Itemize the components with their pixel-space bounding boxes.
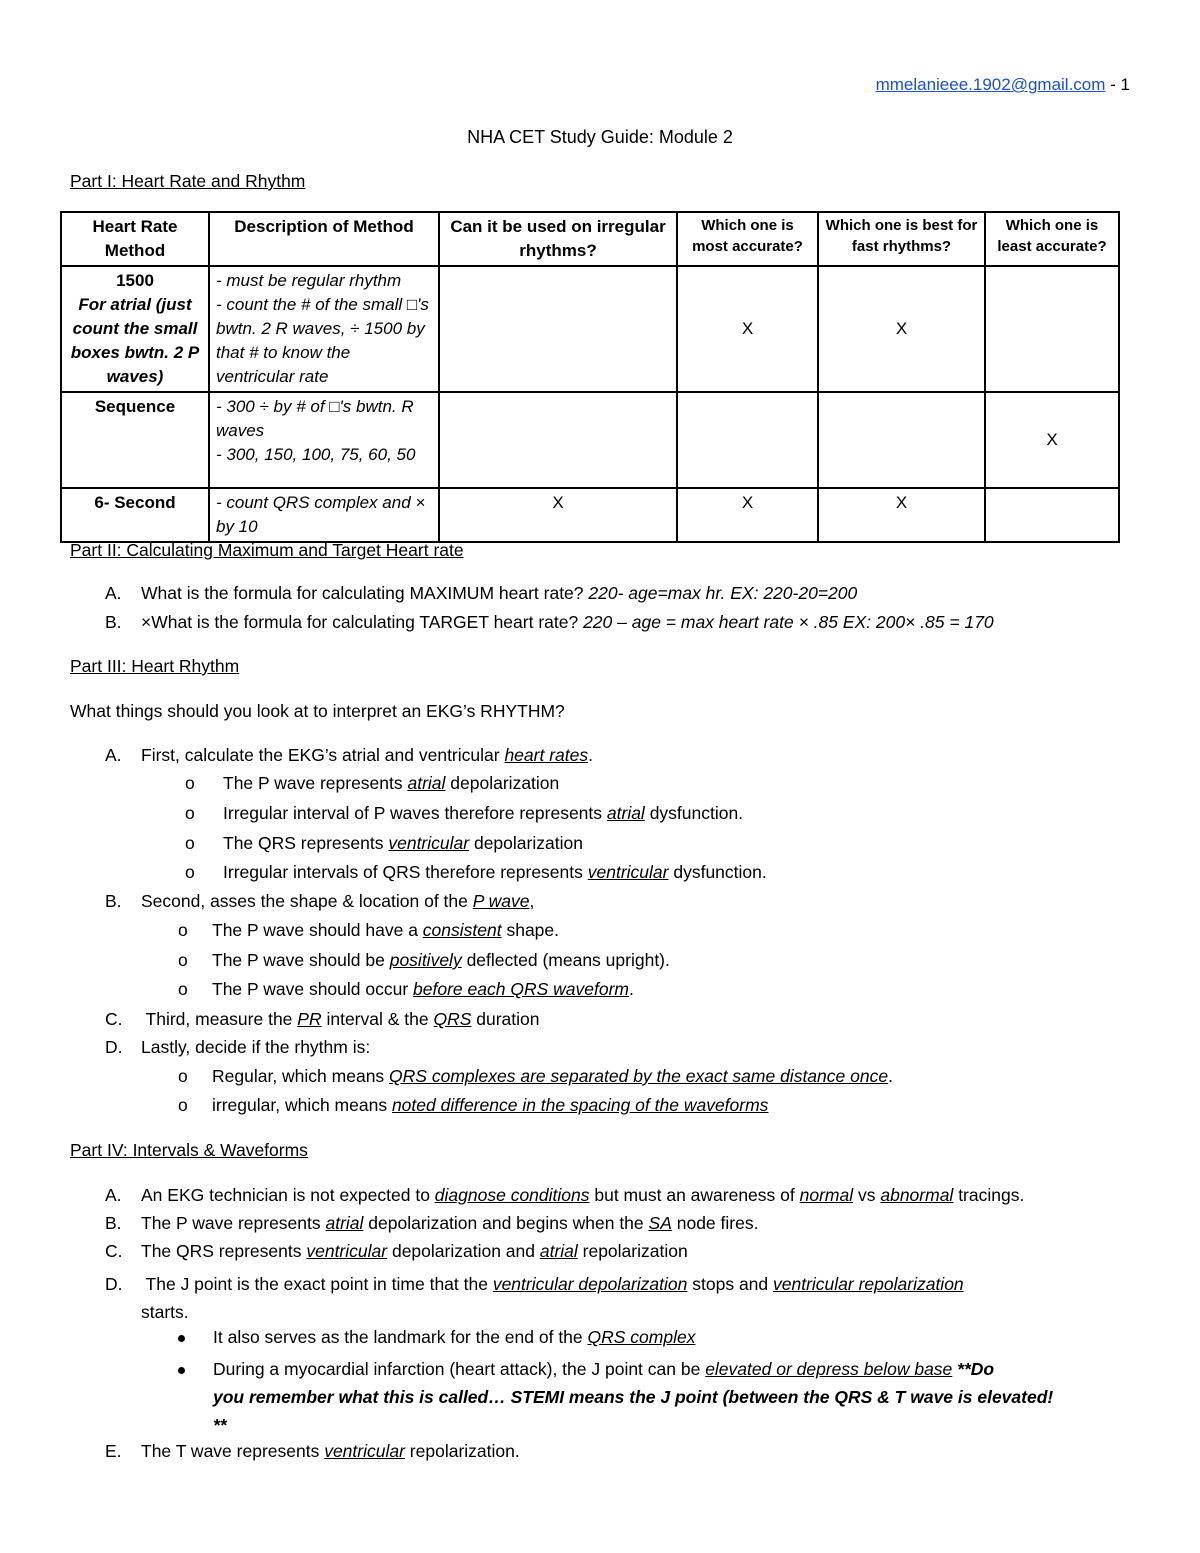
- item-text: irregular, which means: [212, 1095, 392, 1115]
- item-text: .: [628, 979, 634, 999]
- answer-blank: ventricular: [306, 1241, 388, 1261]
- answer-blank: atrial: [407, 773, 446, 793]
- answer-blank: QRS complex: [587, 1327, 696, 1347]
- method-name: 6- Second: [94, 493, 176, 512]
- sub-item: [178, 920, 559, 941]
- item-text: The QRS represents: [223, 833, 389, 853]
- item-text: deflected (means upright).: [461, 950, 670, 970]
- bullet-o-icon: o: [185, 862, 195, 882]
- list-item: [105, 745, 593, 766]
- method-cell: [61, 392, 209, 488]
- list-label: D.: [105, 1274, 123, 1294]
- sub-item: [178, 1066, 893, 1087]
- sub-item: [185, 833, 583, 854]
- part2-heading: Part II: Calculating Maximum and Target Heart rate: [70, 540, 464, 560]
- item-text: It also serves as the landmark for the end of the: [213, 1327, 588, 1347]
- list-item: [105, 1270, 1105, 1326]
- item-text: Irregular interval of P waves therefore represents: [223, 803, 607, 823]
- page-number: - 1: [1105, 75, 1130, 94]
- answer-blank: P wave: [472, 891, 530, 911]
- answer-blank: SA: [648, 1213, 672, 1233]
- least-accurate-cell: [985, 488, 1119, 542]
- sub-item: [185, 803, 743, 824]
- item-text: The P wave should be: [212, 950, 390, 970]
- method-name: Sequence: [94, 397, 176, 416]
- least-accurate-cell: [985, 266, 1119, 392]
- answer-blank: abnormal: [880, 1185, 954, 1205]
- answer-blank: QRS: [433, 1009, 472, 1029]
- list-label: D.: [105, 1037, 123, 1057]
- list-item: [105, 1441, 520, 1462]
- item-text: First, calculate the EKG’s atrial and ventricular: [141, 745, 505, 765]
- question-text: What is the formula for calculating MAXIMUM heart rate?: [141, 583, 589, 603]
- answer-blank: elevated or depress below base: [705, 1359, 953, 1379]
- list-label: A.: [105, 745, 122, 765]
- method-cell: [61, 266, 209, 392]
- col-header: Which one is most accurate?: [677, 212, 818, 266]
- answer-blank: ventricular: [388, 833, 470, 853]
- list-item: [105, 1241, 688, 1262]
- most-accurate-cell: [677, 392, 818, 488]
- bullet-item: [178, 1327, 695, 1348]
- item-text: .: [888, 1066, 893, 1086]
- method-name: 1500: [116, 271, 154, 290]
- item-text: The P wave should occur: [212, 979, 414, 999]
- method-note: For atrial (just count the small boxes bwtn. 2 P waves): [70, 295, 200, 386]
- item-text: dysfunction.: [644, 803, 744, 823]
- fast-rhythm-cell: [818, 392, 985, 488]
- fast-rhythm-cell: X: [818, 488, 985, 542]
- item-text: stops and: [687, 1274, 774, 1294]
- item-text: ,: [529, 891, 535, 911]
- item-text: starts.: [141, 1302, 189, 1322]
- list-item: [105, 1009, 540, 1030]
- part1-heading: Part I: Heart Rate and Rhythm: [70, 171, 306, 191]
- sub-item: [178, 950, 670, 971]
- bullet-o-icon: o: [178, 1095, 188, 1115]
- col-header: Description of Method: [209, 212, 439, 266]
- most-accurate-cell: X: [677, 488, 818, 542]
- sub-item: [178, 1095, 768, 1116]
- table-row: [61, 392, 1119, 488]
- answer-blank: ventricular depolarization: [492, 1274, 688, 1294]
- description-line: - count the # of the small □'s bwtn. 2 R waves, ÷ 1500 by that # to know the ventricular rate: [216, 295, 429, 386]
- document-title: NHA CET Study Guide: Module 2: [467, 127, 733, 147]
- item-text: repolarization.: [404, 1441, 520, 1461]
- item-text: The P wave represents: [223, 773, 408, 793]
- most-accurate-cell: X: [677, 266, 818, 392]
- answer-blank: consistent: [422, 920, 502, 940]
- answer-blank: normal: [799, 1185, 854, 1205]
- note-text: you remember what this is called… STEMI means the J point (between the QRS & T wave is elevated!: [213, 1387, 1054, 1407]
- list-label: A.: [105, 583, 122, 603]
- part4-heading: Part IV: Intervals & Waveforms: [70, 1140, 308, 1160]
- col-header: Can it be used on irregular rhythms?: [439, 212, 677, 266]
- bullet-o-icon: o: [185, 773, 195, 793]
- fast-rhythm-cell: X: [818, 266, 985, 392]
- answer-blank: noted difference in the spacing of the waveforms: [391, 1095, 769, 1115]
- answer-blank: QRS complexes are separated by the exact same distance once: [389, 1066, 889, 1086]
- sub-item: [185, 862, 767, 883]
- list-item: [105, 583, 857, 604]
- description-line: - 300 ÷ by # of □'s bwtn. R waves: [216, 397, 414, 440]
- description-line: - count QRS complex and × by 10: [216, 493, 426, 536]
- description-cell: [209, 392, 439, 488]
- note-text: **: [213, 1415, 227, 1435]
- item-text: Irregular intervals of QRS therefore represents: [223, 862, 588, 882]
- list-label: B.: [105, 1213, 122, 1233]
- col-header: Heart Rate Method: [61, 212, 209, 266]
- item-text: depolarization: [469, 833, 583, 853]
- item-text: The J point is the exact point in time that the: [141, 1274, 493, 1294]
- answer-blank: heart rates: [504, 745, 589, 765]
- item-text: node fires.: [671, 1213, 759, 1233]
- item-text: shape.: [501, 920, 559, 940]
- description-cell: [209, 266, 439, 392]
- answer-blank: PR: [297, 1009, 322, 1029]
- page-header: [876, 75, 1130, 95]
- item-text: During a myocardial infarction (heart attack), the J point can be: [213, 1359, 706, 1379]
- question-text: ×What is the formula for calculating TARGET heart rate?: [141, 612, 584, 632]
- item-text: vs: [853, 1185, 881, 1205]
- answer-text: 220 – age = max heart rate × .85 EX: 200× .85 = 170: [583, 612, 994, 632]
- item-text: An EKG technician is not expected to: [141, 1185, 435, 1205]
- note-text: **Do: [952, 1359, 995, 1379]
- list-label: E.: [105, 1441, 122, 1461]
- bullet-o-icon: o: [178, 950, 188, 970]
- item-text: The QRS represents: [141, 1241, 307, 1261]
- email-link[interactable]: mmelanieee.1902@gmail.com: [875, 75, 1106, 94]
- list-label: A.: [105, 1185, 122, 1205]
- description-cell: [209, 488, 439, 542]
- bullet-item: [178, 1355, 1108, 1439]
- answer-blank: ventricular: [587, 862, 669, 882]
- answer-blank: ventricular repolarization: [773, 1274, 964, 1294]
- description-line: - 300, 150, 100, 75, 60, 50: [216, 445, 416, 464]
- bullet-o-icon: o: [185, 803, 195, 823]
- item-text: tracings.: [953, 1185, 1025, 1205]
- list-label: C.: [105, 1241, 123, 1261]
- item-text: .: [588, 745, 593, 765]
- list-item: [105, 1213, 758, 1234]
- sub-item: [185, 773, 559, 794]
- item-text: Regular, which means: [212, 1066, 390, 1086]
- table-header-row: [61, 212, 1119, 266]
- table-row: [61, 488, 1119, 542]
- list-label: B.: [105, 891, 122, 911]
- item-text: The P wave should have a: [212, 920, 423, 940]
- item-text: The P wave represents: [141, 1213, 326, 1233]
- bullet-dot-icon: [178, 1335, 185, 1342]
- irregular-cell: X: [439, 488, 677, 542]
- col-header: Which one is least accurate?: [985, 212, 1119, 266]
- answer-blank: positively: [389, 950, 462, 970]
- item-text: Third, measure the: [141, 1009, 298, 1029]
- bullet-o-icon: o: [178, 1066, 188, 1086]
- part3-question: What things should you look at to interpret an EKG’s RHYTHM?: [70, 701, 565, 721]
- item-text: depolarization: [445, 773, 560, 793]
- item-text: Second, asses the shape & location of the: [141, 891, 473, 911]
- answer-blank: atrial: [539, 1241, 578, 1261]
- answer-blank: atrial: [325, 1213, 364, 1233]
- item-text: repolarization: [577, 1241, 688, 1261]
- table-row: [61, 266, 1119, 392]
- item-text: dysfunction.: [668, 862, 767, 882]
- answer-blank: diagnose conditions: [434, 1185, 590, 1205]
- irregular-cell: [439, 392, 677, 488]
- bullet-dot-icon: [178, 1367, 185, 1374]
- sub-item: [178, 979, 634, 1000]
- item-text: depolarization and begins when the: [363, 1213, 649, 1233]
- item-text: depolarization and: [387, 1241, 540, 1261]
- bullet-o-icon: o: [178, 979, 188, 999]
- item-text: duration: [471, 1009, 540, 1029]
- bullet-o-icon: o: [185, 833, 195, 853]
- item-text: Lastly, decide if the rhythm is:: [141, 1037, 371, 1057]
- item-text: interval & the: [321, 1009, 434, 1029]
- list-label: C.: [105, 1009, 123, 1029]
- answer-blank: ventricular: [324, 1441, 405, 1461]
- bullet-o-icon: o: [178, 920, 188, 940]
- least-accurate-cell: X: [985, 392, 1119, 488]
- col-header: Which one is best for fast rhythms?: [818, 212, 985, 266]
- item-text: but must an awareness of: [589, 1185, 800, 1205]
- irregular-cell: [439, 266, 677, 392]
- list-label: B.: [105, 612, 122, 632]
- list-item: [105, 612, 994, 633]
- answer-blank: before each QRS waveform: [413, 979, 629, 999]
- part3-heading: Part III: Heart Rhythm: [70, 656, 240, 676]
- item-text: The T wave represents: [141, 1441, 325, 1461]
- list-item: [105, 891, 534, 912]
- description-line: - must be regular rhythm: [216, 271, 402, 290]
- method-cell: [61, 488, 209, 542]
- list-item: [105, 1185, 1024, 1206]
- answer-blank: atrial: [606, 803, 645, 823]
- list-item: [105, 1037, 370, 1058]
- answer-text: 220- age=max hr. EX: 220-20=200: [588, 583, 858, 603]
- heart-rate-table: [60, 211, 1120, 543]
